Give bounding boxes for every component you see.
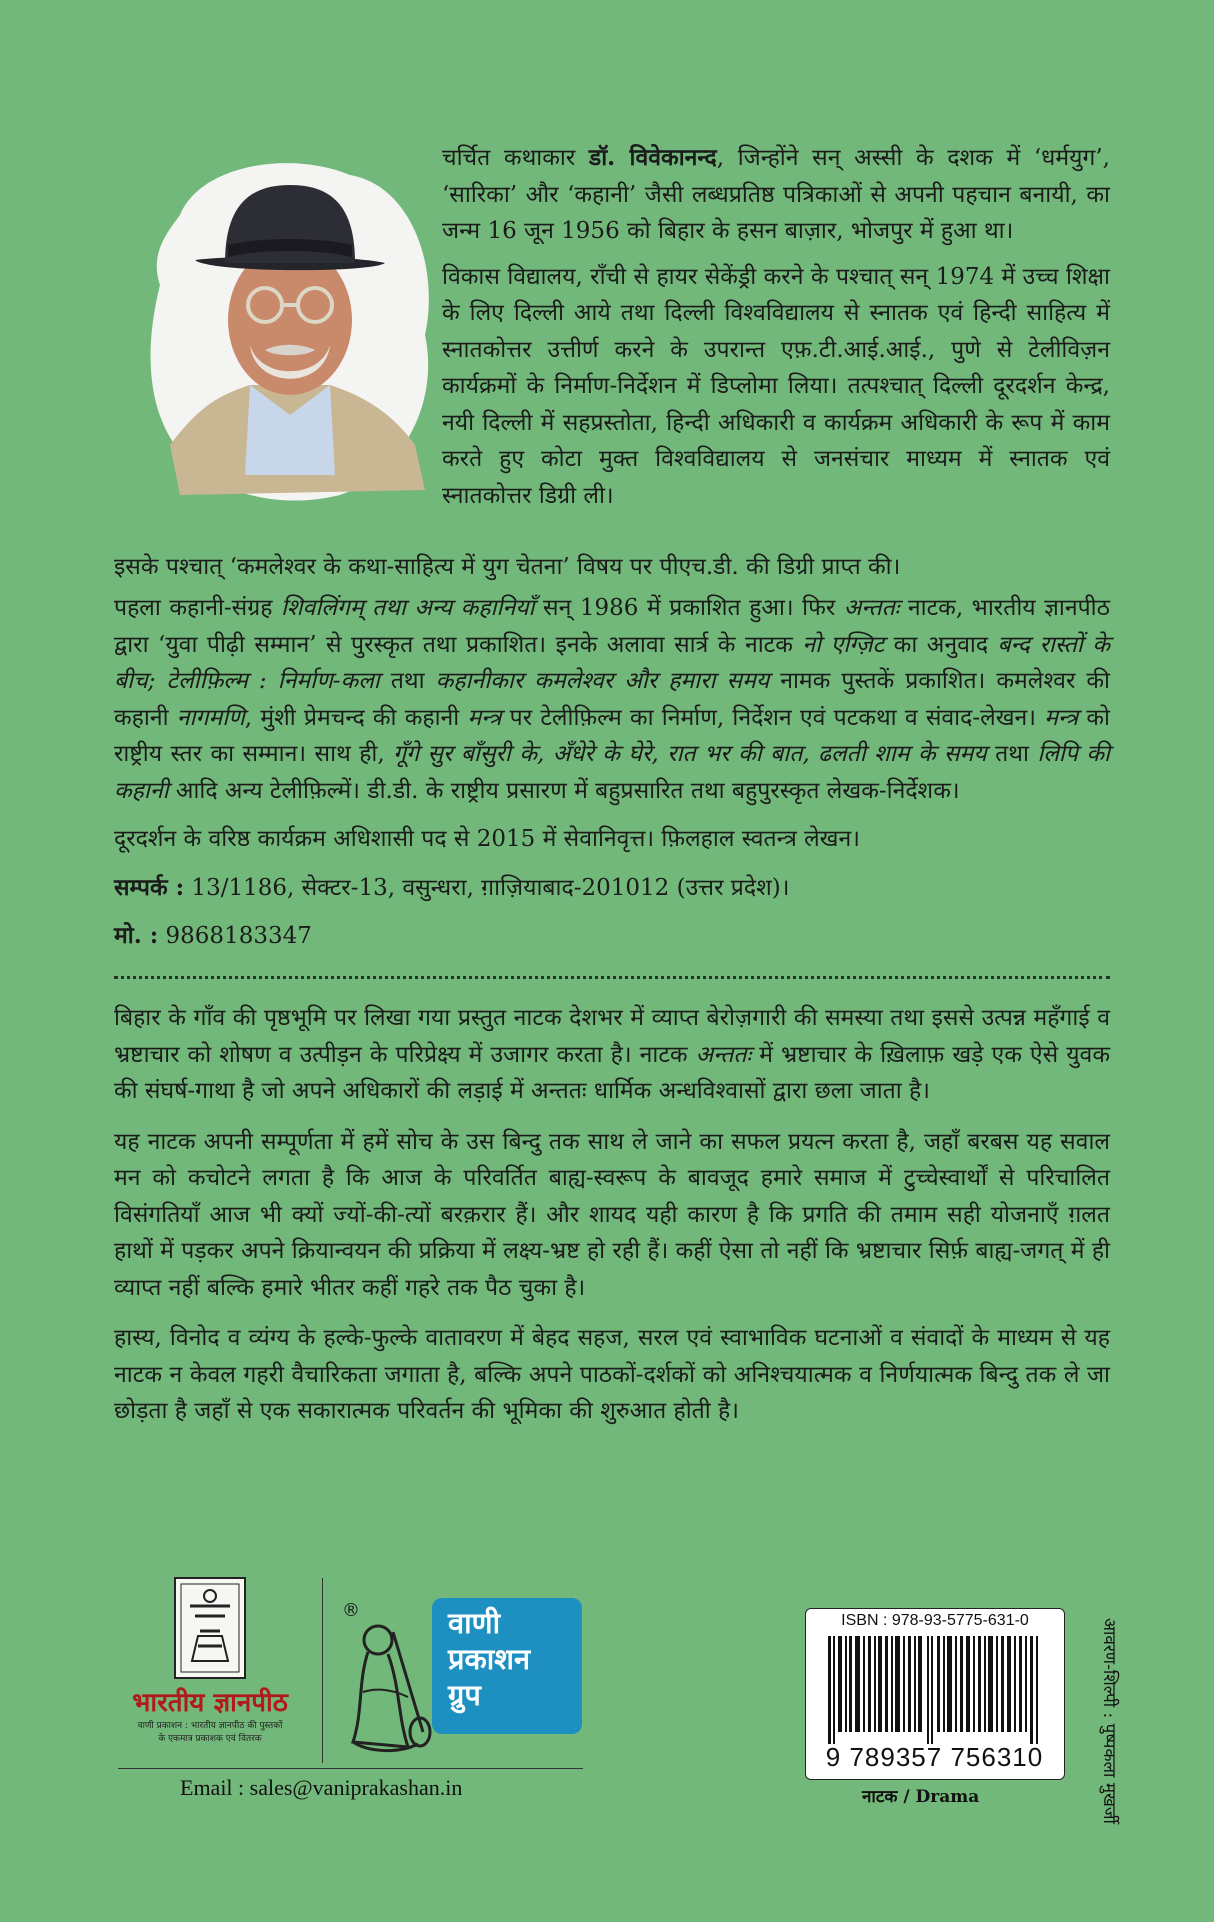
vani-logo-line-1: वाणी [448,1606,501,1640]
author-portrait [140,145,440,505]
registered-mark: ® [342,1600,360,1621]
bj-note-line-2: के एकमात्र प्रकाशक एवं वितरक [158,1734,262,1744]
author-bio-lower [114,590,1110,967]
logo-divider [322,1578,323,1763]
publisher-email: Email : sales@vaniprakashan.in [180,1775,463,1800]
book-synopsis [114,1000,1110,1444]
synopsis-paragraph-2: यह नाटक अपनी सम्पूर्णता में हमें सोच के उस बिन्दु तक साथ ले जाने का सफल प्रयत्न करता है, जहाँ बरबस यह सवाल मन को कचोटने लगता है कि आज के परिवर्तित बाह्य-स्वरूप के बावजूद हमारे समाज में टुच्चेस्वार्थों से परिचालित विसंगतियाँ आज भी क्यों ज्यों-की-त्यों बरक़रार हैं। और शायद यही कारण है कि प्रगति की तमाम सही योजनाएँ ग़लत हाथों में पड़कर अपने क्रियान्वयन की प्रक्रिया में लक्ष्य-भ्रष्ट हो रही हैं। कहीं ऐसा तो नहीं कि भ्रष्टाचार सिर्फ़ बाह्य-जगत् में ही व्याप्त नहीं बल्कि हमारे भीतर कहीं गहरे तक पैठ चुका है। [114,1128,1110,1301]
vani-logo-line-2: प्रकाशन [448,1642,531,1676]
vani-logo-line-3: ग्रुप [448,1678,481,1712]
dotted-divider [114,976,1110,979]
author-bio-top [442,140,1110,523]
isbn-label: ISBN : 978-93-5775-631-0 [841,1612,1029,1629]
bharatiya-jnanpith-note [110,1720,310,1746]
bio-paragraph-1: चर्चित कथाकार डॉ. विवेकानन्द, जिन्होंने सन् अस्सी के दशक में ‘धर्मयुग’, ‘सारिका’ और ‘कहानी’ जैसी लब्धप्रतिष्ठ पत्रिकाओं से अपनी पहचान बनायी, का जन्म 16 जून 1956 को बिहार के हसन बाज़ार, भोजपुर में हुआ था। [442,144,1110,244]
logo-underline [118,1768,583,1769]
bj-note-line-1: वाणी प्रकाशन : भारतीय ज्ञानपीठ की पुस्तकों [137,1721,283,1731]
bio-paragraph-3: पहला कहानी-संग्रह शिवलिंगम् तथा अन्य कहानियाँ सन् 1986 में प्रकाशित हुआ। फिर अन्ततः नाटक, भारतीय ज्ञानपीठ द्वारा ‘युवा पीढ़ी सम्मान’ से पुरस्कृत तथा प्रकाशित। इनके अलावा सार्त्र के नाटक नो एग्ज़िट का अनुवाद बन्द रास्तों के बीच; टेलीफ़िल्म : निर्माण-कला तथा कहानीकार कमलेश्वर और हमारा समय नामक पुस्तकें प्रकाशित। कमलेश्वर की कहानी नागमणि, मुंशी प्रेमचन्द की कहानी मन्त्र पर टेलीफ़िल्म का निर्माण, निर्देशन एवं पटकथा व संवाद-लेखन। मन्त्र को राष्ट्रीय स्तर का सम्मान। साथ ही, गूँगे सुर बाँसुरी के, अँधेरे के घेरे, रात भर की बात, ढलती शाम के समय तथा लिपि की कहानी आदि अन्य टेलीफ़िल्में। डी.डी. के राष्ट्रीय प्रसारण में बहुप्रसारित तथा बहुपुरस्कृत लेखक-निर्देशक। [114,595,1111,804]
bharatiya-jnanpith-name: भारतीय ज्ञानपीठ [132,1688,288,1718]
genre-label: नाटक / Drama [862,1787,980,1807]
isbn-digits: 9 789357 756310 [825,1742,1044,1772]
mobile-line: मो. : 9868183347 [114,922,312,949]
synopsis-paragraph-3: हास्य, विनोद व व्यंग्य के हल्के-फुल्के वातावरण में बेहद सहज, सरल एवं स्वाभाविक घटनाओं व संवादों के माध्यम से यह नाटक न केवल गहरी वैचारिकता जगाता है, बल्कि अपने पाठकों-दर्शकों को अनिश्चयात्मक व निर्णयात्मक बिन्दु तक ले जा छोड़ता है जहाँ से एक सकारात्मक परिवर्तन की भूमिका की शुरुआत होती है। [114,1325,1110,1424]
bio-paragraph-2-tail: इसके पश्चात् ‘कमलेश्वर के कथा-साहित्य में युग चेतना’ विषय पर पीएच.डी. की डिग्री प्राप्त की। [114,554,901,580]
author-bio-wrap [114,549,1110,595]
bio-paragraph-2: विकास विद्यालय, राँची से हायर सेकेंड्री करने के पश्चात् सन् 1974 में उच्च शिक्षा के लिए दिल्ली आये तथा दिल्ली विश्वविद्यालय से स्नातक एवं हिन्दी साहित्य में स्नातकोत्तर उत्तीर्ण करने के उपरान्त एफ़.टी.आई.आई., पुणे से टेलीविज़न कार्यक्रमों के निर्माण-निर्देशन में डिप्लोमा लिया। तत्पश्चात् दिल्ली दूरदर्शन केन्द्र, नयी दिल्ली में सहप्रस्तोता, हिन्दी अधिकारी व कार्यक्रम अधिकारी के रूप में काम करते हुए कोटा मुक्त विश्वविद्यालय से जनसंचार माध्यम में स्नातक एवं स्नातकोत्तर डिग्री ली। [442,263,1110,509]
synopsis-paragraph-1: बिहार के गाँव की पृष्ठभूमि पर लिखा गया प्रस्तुत नाटक देशभर में व्याप्त बेरोज़गारी की समस्या तथा इससे उत्पन्न महँगाई व भ्रष्टाचार को शोषण व उत्पीड़न के परिप्रेक्ष्य में उजागर करता है। नाटक अन्ततः में भ्रष्टाचार के ख़िलाफ़ खड़े एक ऐसे युवक की संघर्ष-गाथा है जो अपने अधिकारों की लड़ाई में अन्ततः धार्मिक अन्धविश्वासों द्वारा छला जाता है। [114,1005,1110,1104]
vani-saraswati-icon [338,1612,433,1762]
barcode-bars [818,1636,1050,1744]
bio-paragraph-4: दूरदर्शन के वरिष्ठ कार्यक्रम अधिशासी पद से 2015 में सेवानिवृत्त। फ़िलहाल स्वतन्त्र लेखन। [114,826,860,852]
contact-line: सम्पर्क : 13/1186, सेक्टर-13, वसुन्धरा, ग़ाज़ियाबाद-201012 (उत्तर प्रदेश)। [114,873,790,901]
cover-artist-credit: आवरण-शिल्पी : पुष्पकला मुखर्जी [1099,1618,1119,1824]
